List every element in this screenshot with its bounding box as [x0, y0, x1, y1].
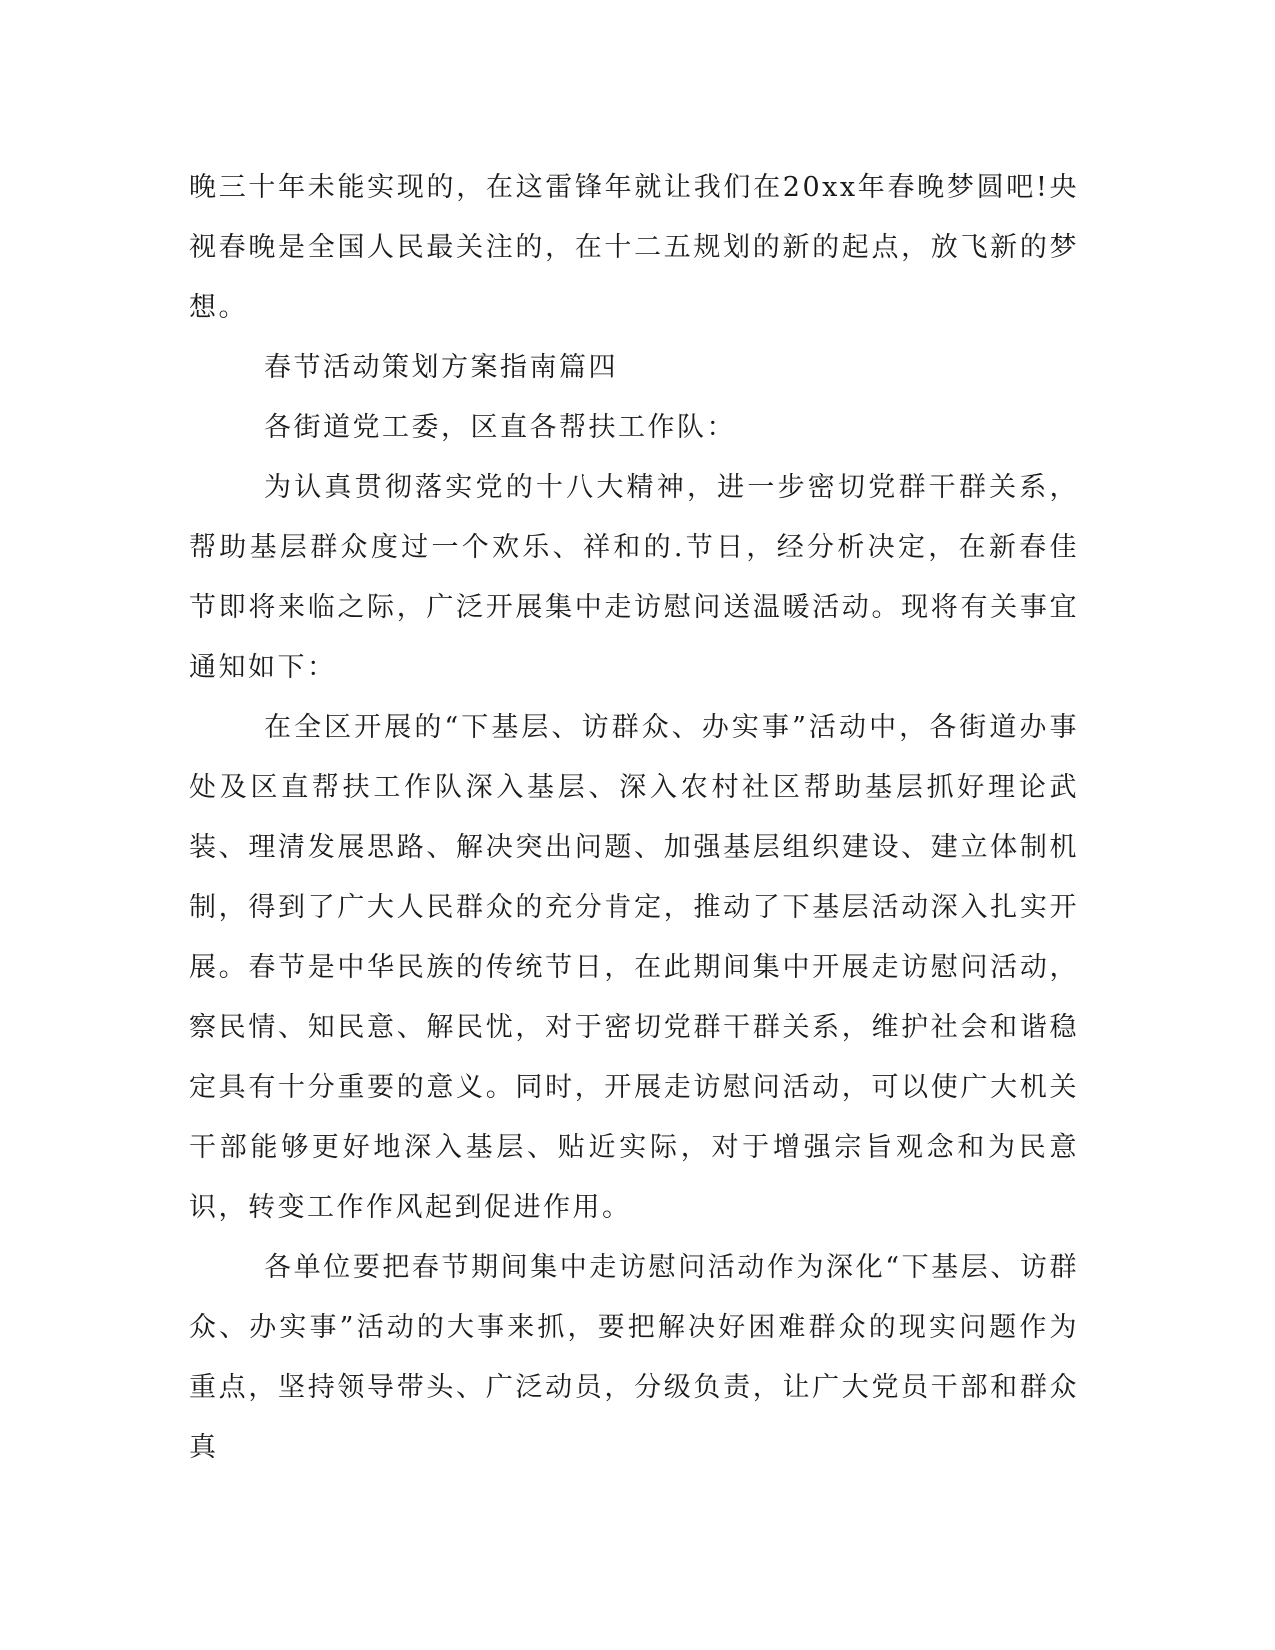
paragraph-background: 在全区开展的“下基层、访群众、办实事”活动中，各街道办事处及区直帮扶工作队深入基层、深入农村社区帮助基层抓好理论武装、理清发展思路、解决突出问题、加强基层组织建设、建立体制机制，得到了广大人民群众的充分肯定，推动了下基层活动深入扎实开展。春节是中华民族的传统节日，在此期间集中开展走访慰问活动，察民情、知民意、解民忧，对于密切党群干群关系，维护社会和谐稳定具有十分重要的意义。同时，开展走访慰问活动，可以使广大机关干部能够更好地深入基层、贴近实际，对于增强宗旨观念和为民意识，转变工作作风起到促进作用。 — [189, 712, 1079, 1223]
section-heading: 春节活动策划方案指南篇四 — [264, 352, 618, 383]
document-body — [189, 158, 1079, 1478]
paragraph-intro: 为认真贯彻落实党的十八大精神，进一步密切党群干群关系，帮助基层群众度过一个欢乐、祥和的.节日，经分析决定，在新春佳节即将来临之际，广泛开展集中走访慰问送温暖活动。现将有关事宜通知如下： — [189, 472, 1079, 683]
paragraph-continuation: 晚三十年未能实现的，在这雷锋年就让我们在20xx年春晚梦圆吧!央视春晚是全国人民最关注的，在十二五规划的新的起点，放飞新的梦想。 — [189, 172, 1079, 323]
paragraph-addressee: 各街道党工委，区直各帮扶工作队： — [264, 412, 736, 443]
paragraph-requirements: 各单位要把春节期间集中走访慰问活动作为深化“下基层、访群众、办实事”活动的大事来抓，要把解决好困难群众的现实问题作为重点，坚持领导带头、广泛动员，分级负责，让广大党员干部和群众真 — [189, 1252, 1079, 1463]
